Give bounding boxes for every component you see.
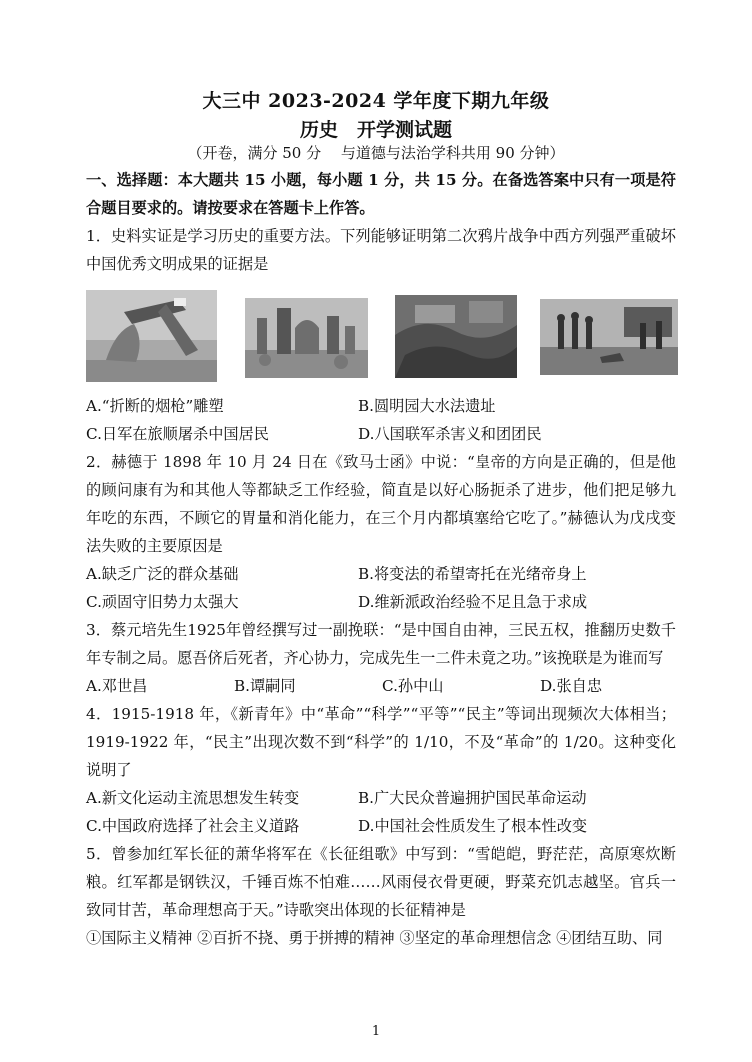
question-3-option-d: D.张自忠 xyxy=(540,677,603,695)
question-4-stem: 4．1915-1918 年，《新青年》中“革命”“科学”“平等”“民主”等词出现频次大体相当；1919-1922 年，“民主”出现次数不到“科学”的 1/10，不及“革命”的 1/20。这种变化说明了 xyxy=(86,705,676,779)
question-5-stem: 5．曾参加红军长征的萧华将军在《长征组歌》中写到：“雪皑皑，野茫茫，高原寒炊断粮。红军都是钢铁汉，千锤百炼不怕难……风雨侵衣骨更硬，野菜充饥志越坚。官兵一致同甘苦，革命理想高于天。”诗歌突出体现的长征精神是 xyxy=(86,845,676,919)
boxer-execution-photo xyxy=(540,299,678,375)
question-4-option-a: A.新文化运动主流思想发生转变 xyxy=(86,789,300,807)
exam-note: （开卷，满分 50 分 与道德与法治学科共用 90 分钟） xyxy=(187,144,565,162)
question-4-option-b: B.广大民众普遍拥护国民革命运动 xyxy=(358,789,587,807)
question-4-option-c: C.中国政府选择了社会主义道路 xyxy=(86,817,300,835)
question-1-stem: 1．史料实证是学习历史的重要方法。下列能够证明第二次鸦片战争中西方列强严重破坏中国优秀文明成果的证据是 xyxy=(86,227,676,273)
section-heading: 一、选择题：本大题共 15 小题，每小题 1 分，共 15 分。在备选答案中只有一项是符合题目要求的。请按要求在答题卡上作答。 xyxy=(86,171,676,217)
exam-title: 大三中 2023-2024 学年度下期九年级 xyxy=(202,90,550,112)
question-3-options xyxy=(86,672,676,700)
question-1-option-c: C.日军在旅顺屠杀中国居民 xyxy=(86,425,269,443)
question-4-option-d: D.中国社会性质发生了根本性改变 xyxy=(358,817,588,835)
question-3-stem: 3．蔡元培先生1925年曾经撰写过一副挽联：“是中国自由神，三民五权，推翻历史数千年专制之局。愿吾侪后死者，齐心协力，完成先生一二件未竟之功。”该挽联是为谁而写 xyxy=(86,621,676,667)
broken-opium-pipe-sculpture-photo xyxy=(86,290,217,382)
question-1-options xyxy=(86,392,676,448)
page-number: 1 xyxy=(371,1024,381,1039)
exam-content xyxy=(86,166,676,952)
question-1-option-a: A.“折断的烟枪”雕塑 xyxy=(86,397,224,415)
exam-subtitle: 历史 开学测试题 xyxy=(299,119,452,141)
question-1-images xyxy=(86,284,676,388)
question-1-option-d: D.八国联军杀害义和团团民 xyxy=(358,425,542,443)
question-5-statements: ①国际主义精神 ②百折不挠、勇于拼搏的精神 ③坚定的革命理想信念 ④团结互助、同 xyxy=(86,929,663,947)
question-3-option-c: C.孙中山 xyxy=(382,677,444,695)
question-2-option-d: D.维新派政治经验不足且急于求成 xyxy=(358,593,588,611)
question-2-option-a: A.缺乏广泛的群众基础 xyxy=(86,565,239,583)
question-3-option-b: B.谭嗣同 xyxy=(234,677,296,695)
question-2-option-c: C.顽固守旧势力太强大 xyxy=(86,593,239,611)
lushun-massacre-photo xyxy=(395,295,517,378)
question-2-options xyxy=(86,560,676,616)
question-2-option-b: B.将变法的希望寄托在光绪帝身上 xyxy=(358,565,587,583)
question-1-option-b: B.圆明园大水法遗址 xyxy=(358,397,496,415)
question-4-options xyxy=(86,784,676,840)
question-2-stem: 2．赫德于 1898 年 10 月 24 日在《致马士函》中说：“皇帝的方向是正确的，但是他的顾问康有为和其他人等都缺乏工作经验，简直是以好心肠扼杀了进步，他们把足够九年吃的东西，不顾它的胃量和消化能力，在三个月内都填塞给它吃了。”赫德认为戊戌变法失败的主要原因是 xyxy=(86,453,676,555)
question-3-option-a: A.邓世昌 xyxy=(86,677,148,695)
yuanmingyuan-ruins-photo xyxy=(245,298,368,378)
